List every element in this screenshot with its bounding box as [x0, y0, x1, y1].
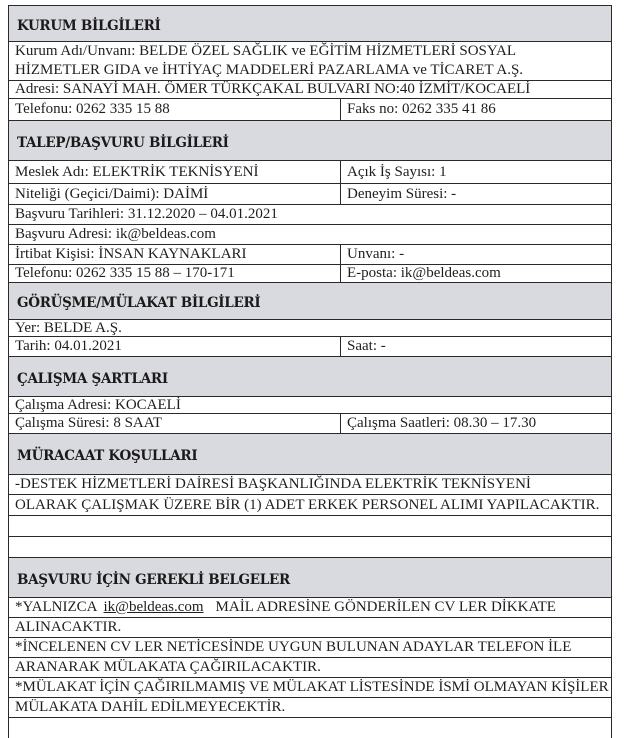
belge-item2-cont-row [8, 658, 612, 678]
yer-row [8, 320, 612, 337]
muracaat-line1: -DESTEK HİZMETLERİ DAİRESİ BAŞKANLIĞINDA ELEKTRİK TEKNİSYENİ [15, 476, 531, 492]
gorusme-tarih: Tarih: 04.01.2021 [9, 337, 341, 356]
calisma-adresi: Çalışma Adresi: KOCAELİ [15, 397, 181, 413]
belge-item2-row [8, 638, 612, 658]
niteligi: Niteliği (Geçici/Daimi): DAİMİ [9, 184, 341, 204]
email-link[interactable]: ik@beldeas.com [103, 599, 204, 615]
belge-item1-prefix: *YALNIZCA [15, 599, 98, 615]
belge-item1-cont: ALINACAKTIR. [15, 619, 122, 635]
empty-row [8, 537, 612, 558]
kurum-adi-line1: Kurum Adı/Unvanı: BELDE ÖZEL SAĞLIK ve EĞİTİM HİZMETLERİ SOSYAL [15, 43, 517, 59]
section-header-gorusme [8, 283, 612, 320]
gorusme-saat: Saat: - [347, 338, 386, 354]
section-title: MÜRACAAT KOŞULLARI [17, 448, 198, 464]
section-header-kurum [8, 5, 612, 42]
belge-item3-cont-row [8, 698, 612, 718]
section-header-muracaat [8, 434, 612, 475]
basvuru-adresi: Başvuru Adresi: ik@beldeas.com [15, 226, 216, 242]
calisma-saatleri: Çalışma Saatleri: 08.30 – 17.30 [347, 415, 537, 431]
belge-item2-cont: ARANARAK MÜLAKATA ÇAĞIRILACAKTIR. [15, 659, 321, 675]
empty-row [8, 718, 612, 738]
kurum-adi-row [8, 42, 612, 81]
tarih-row [8, 337, 612, 357]
section-header-talep [8, 121, 612, 161]
unvani: Unvanı: - [347, 246, 405, 262]
nitelik-row [8, 184, 612, 205]
kurum-adres-row [8, 81, 612, 99]
kurum-adi-cell [9, 42, 611, 80]
kurum-adres: Adresi: SANAYİ MAH. ÖMER TÜRKÇAKAL BULVARI NO:40 İZMİT/KOCAELİ [15, 81, 531, 97]
section-header-belgeler [8, 558, 612, 598]
kurum-faks: Faks no: 0262 335 41 86 [347, 101, 496, 117]
empty-cell [9, 718, 611, 738]
calisma-suresi-row [8, 414, 612, 434]
belge-item1-cont-row [8, 618, 612, 638]
kurum-adi-line2: HİZMETLER GIDA ve İHTİYAÇ MADDELERİ PAZARLAMA ve TİCARET A.Ş. [15, 62, 524, 78]
irtibat-kisisi: İrtibat Kişisi: İNSAN KAYNAKLARI [9, 245, 341, 264]
talep-telefon-row [8, 265, 612, 283]
belge-item3: *MÜLAKAT İÇİN ÇAĞIRILMAMIŞ VE MÜLAKAT LİSTESİNDE İSMİ OLMAYAN KİŞİLER [15, 679, 609, 695]
irtibat-row [8, 245, 612, 265]
empty-cell [9, 537, 611, 557]
belge-item1 [9, 598, 611, 617]
belge-item3-row [8, 678, 612, 698]
section-title: GÖRÜŞME/MÜLAKAT BİLGİLERİ [17, 295, 261, 311]
section-header-calisma [8, 357, 612, 397]
calisma-suresi: Çalışma Süresi: 8 SAAT [9, 414, 341, 433]
basvuru-tarihleri: Başvuru Tarihleri: 31.12.2020 – 04.01.2021 [15, 206, 278, 222]
belge-item2: *İNCELENEN CV LER NETİCESİNDE UYGUN BULUNAN ADAYLAR TELEFON İLE [15, 639, 572, 655]
section-title: ÇALIŞMA ŞARTLARI [17, 370, 168, 387]
section-title: BAŞVURU İÇİN GEREKLİ BELGELER [17, 571, 290, 588]
belge-item3-cont: MÜLAKATA DAHİL EDİLMEYECEKTİR. [15, 699, 286, 715]
acik-is-sayisi: Açık İş Sayısı: 1 [347, 163, 447, 180]
job-posting-form [8, 5, 612, 738]
talep-telefon: Telefonu: 0262 335 15 88 – 170-171 [9, 265, 341, 282]
section-title: TALEP/BAŞVURU BİLGİLERİ [17, 134, 229, 151]
muracaat-line1-row [8, 475, 612, 495]
basvuru-tarihleri-row [8, 205, 612, 225]
kurum-telefon-row [8, 99, 612, 121]
muracaat-line2-row [8, 495, 612, 516]
section-title: KURUM BİLGİLERİ [17, 17, 161, 34]
muracaat-line2: OLARAK ÇALIŞMAK ÜZERE BİR (1) ADET ERKEK PERSONEL ALIMI YAPILACAKTIR. [15, 496, 600, 513]
empty-cell [9, 516, 611, 536]
empty-row [8, 516, 612, 537]
kurum-telefon: Telefonu: 0262 335 15 88 [9, 99, 341, 120]
belge-item1-suffix: MAİL ADRESİNE GÖNDERİLEN CV LER DİKKATE [215, 599, 556, 615]
gorusme-yer: Yer: BELDE A.Ş. [15, 320, 122, 336]
meslek-adi: Meslek Adı: ELEKTRİK TEKNİSYENİ [9, 161, 341, 183]
calisma-adresi-row [8, 397, 612, 414]
basvuru-adresi-row [8, 225, 612, 245]
meslek-row [8, 161, 612, 184]
deneyim-suresi: Deneyim Süresi: - [347, 185, 457, 202]
belge-item1-row [8, 598, 612, 618]
talep-eposta: E-posta: ik@beldeas.com [347, 265, 501, 281]
